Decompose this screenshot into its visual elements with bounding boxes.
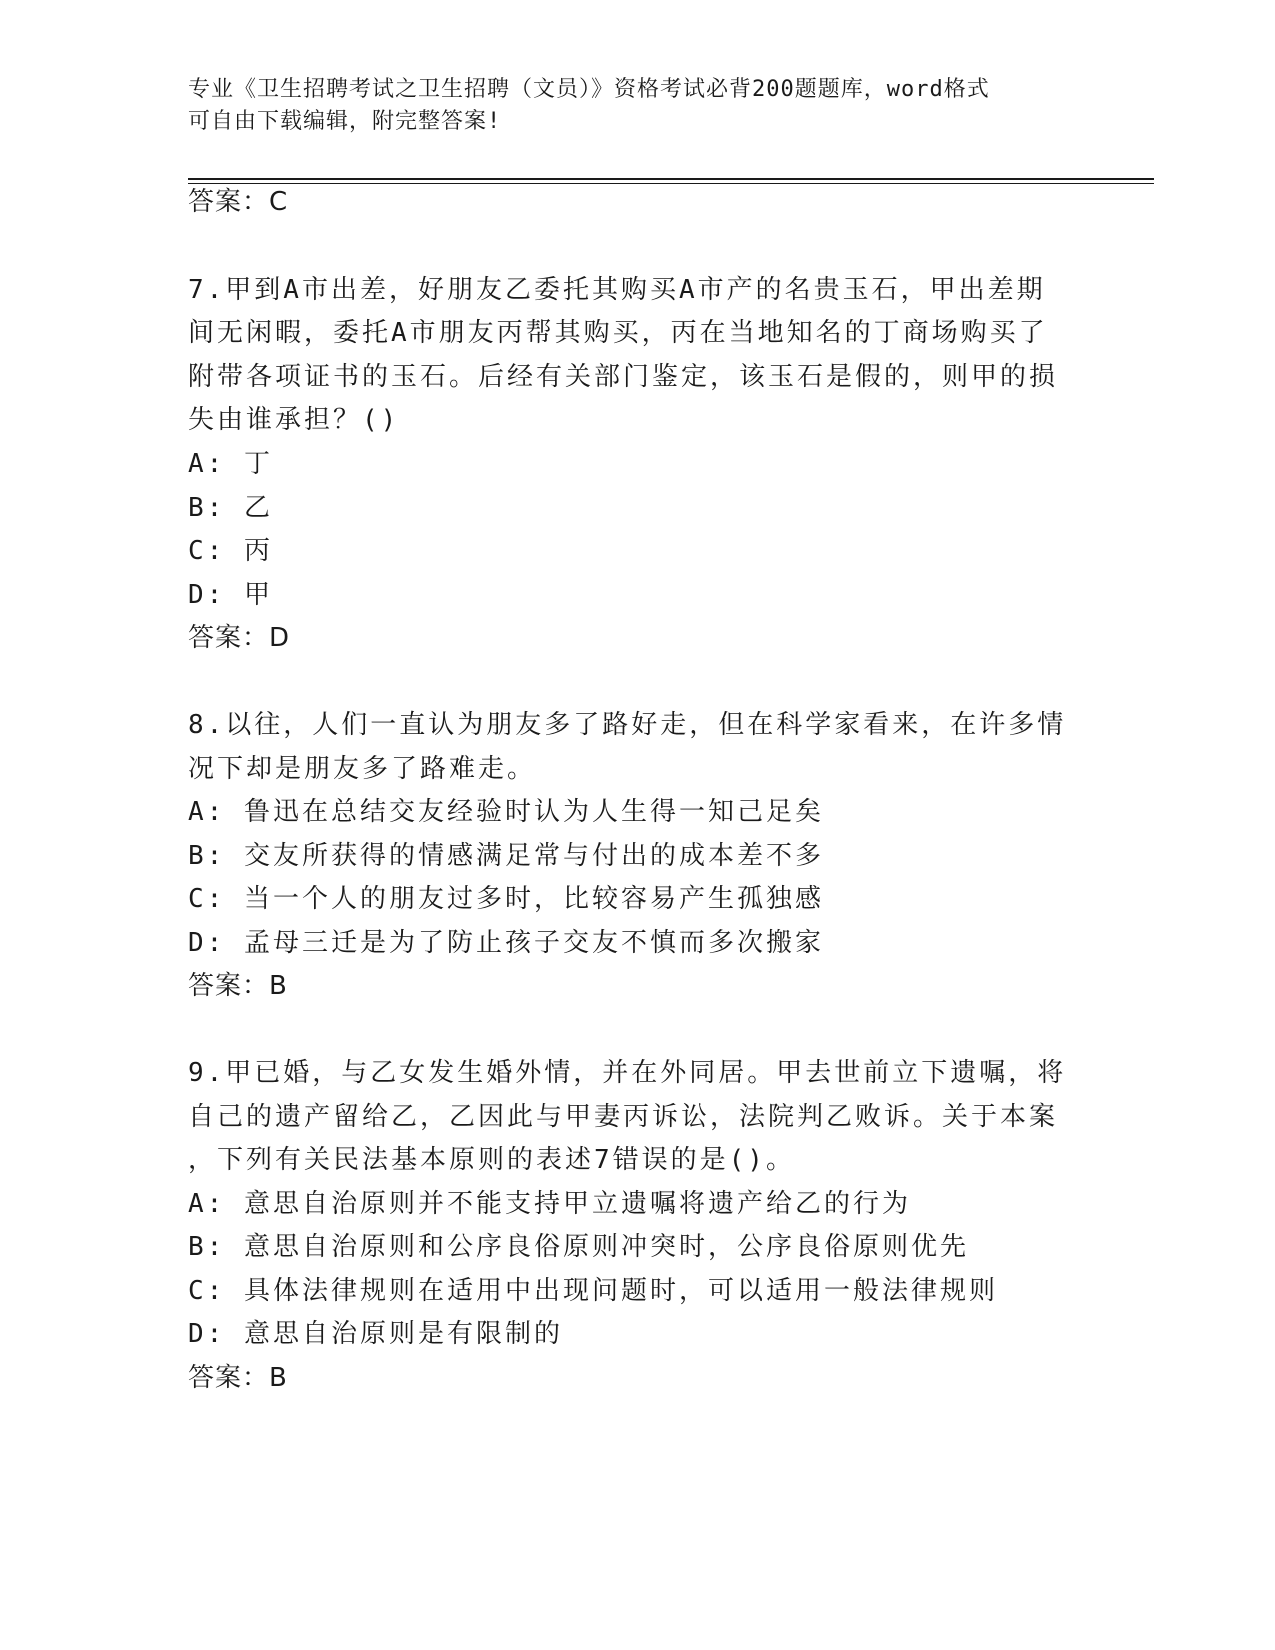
question-9-option-b: B: 意思自治原则和公序良俗原则冲突时，公序良俗原则优先 — [188, 1232, 969, 1262]
question-7-option-c: C: 丙 — [188, 536, 273, 566]
previous-answer: 答案：C — [188, 187, 289, 217]
question-9-option-a: A: 意思自治原则并不能支持甲立遗嘱将遗产给乙的行为 — [188, 1189, 911, 1219]
header-divider-thin — [188, 183, 1154, 184]
question-8-option-d: D: 孟母三迁是为了防止孩子交友不慎而多次搬家 — [188, 928, 824, 958]
question-9-answer: 答案：B — [188, 1363, 288, 1393]
question-7-option-b: B: 乙 — [188, 493, 273, 523]
question-9-line-1: 9.甲已婚，与乙女发生婚外情，并在外同居。甲去世前立下遗嘱，将 — [188, 1058, 1067, 1088]
question-8-answer: 答案：B — [188, 971, 288, 1001]
question-8-option-a: A: 鲁迅在总结交友经验时认为人生得一知己足矣 — [188, 797, 824, 827]
question-9-option-d: D: 意思自治原则是有限制的 — [188, 1319, 563, 1349]
question-7-option-a: A: 丁 — [188, 449, 273, 479]
document-header — [188, 74, 1068, 138]
header-line-2: 可自由下载编辑，附完整答案! — [188, 109, 502, 134]
header-divider — [188, 178, 1154, 180]
question-7-line-3: 附带各项证书的玉石。后经有关部门鉴定，该玉石是假的，则甲的损 — [188, 362, 1059, 392]
question-7-line-2: 间无闲暇，委托A市朋友丙帮其购买，丙在当地知名的丁商场购买了 — [188, 318, 1048, 348]
question-8-option-c: C: 当一个人的朋友过多时，比较容易产生孤独感 — [188, 884, 824, 914]
header-line-1: 专业《卫生招聘考试之卫生招聘（文员）》资格考试必背200题题库，word格式 — [188, 77, 990, 102]
question-8-line-2: 况下却是朋友多了路难走。 — [188, 754, 537, 784]
question-7-option-d: D: 甲 — [188, 580, 273, 610]
question-9-option-c: C: 具体法律规则在适用中出现问题时，可以适用一般法律规则 — [188, 1276, 998, 1306]
question-7-line-1: 7.甲到A市出差，好朋友乙委托其购买A市产的名贵玉石，甲出差期 — [188, 275, 1046, 305]
question-8-line-1: 8.以往，人们一直认为朋友多了路好走，但在科学家看来，在许多情 — [188, 710, 1067, 740]
question-7-line-4: 失由谁承担？() — [188, 405, 400, 435]
question-7-answer: 答案：D — [188, 623, 291, 653]
question-8-option-b: B: 交友所获得的情感满足常与付出的成本差不多 — [188, 841, 824, 871]
question-9-line-2: 自己的遗产留给乙，乙因此与甲妻丙诉讼，法院判乙败诉。关于本案 — [188, 1102, 1059, 1132]
question-9-line-3: ，下列有关民法基本原则的表述7错误的是()。 — [188, 1145, 795, 1175]
